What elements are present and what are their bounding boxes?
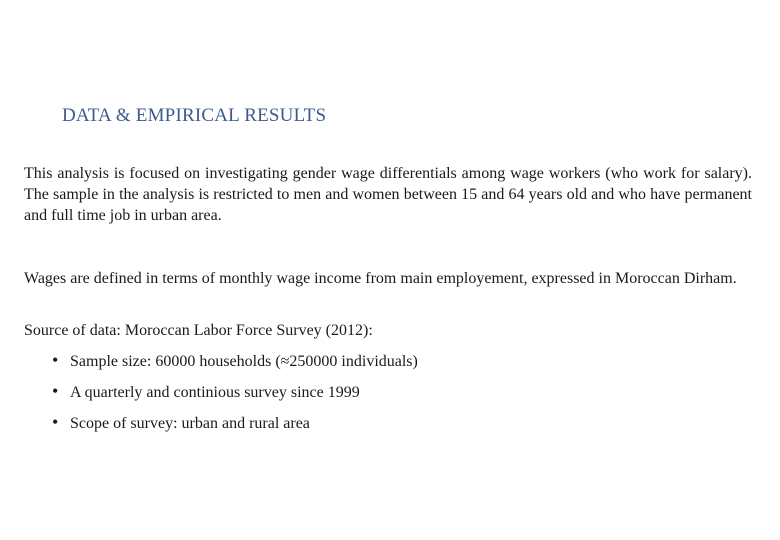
- bullet-item-scope: [52, 412, 418, 443]
- paragraph-data-source: Source of data: Moroccan Labor Force Survey (2012):: [24, 322, 373, 339]
- paragraph-wage-definition: Wages are defined in terms of monthly wage income from main employement, expressed in Moroccan Dirham.: [24, 270, 737, 287]
- bullet-icon: •: [52, 350, 59, 370]
- bullet-item-frequency: [52, 381, 418, 412]
- bullet-text: Scope of survey: urban and rural area: [70, 415, 310, 432]
- bullet-text: Sample size: 60000 households (≈250000 individuals): [70, 353, 418, 370]
- bullet-item-sample-size: [52, 350, 418, 381]
- paragraph-analysis-focus: This analysis is focused on investigating gender wage differentials among wage workers (who work for salary). The sample in the analysis is restricted to men and women between 15 and 64 years old and who have permanent and full time job in urban area.: [24, 165, 752, 224]
- bullet-icon: •: [52, 381, 59, 401]
- section-title: DATA & EMPIRICAL RESULTS: [62, 105, 327, 126]
- bullet-list: [52, 350, 418, 443]
- bullet-icon: •: [52, 412, 59, 432]
- bullet-text: A quarterly and continious survey since 1999: [70, 384, 360, 401]
